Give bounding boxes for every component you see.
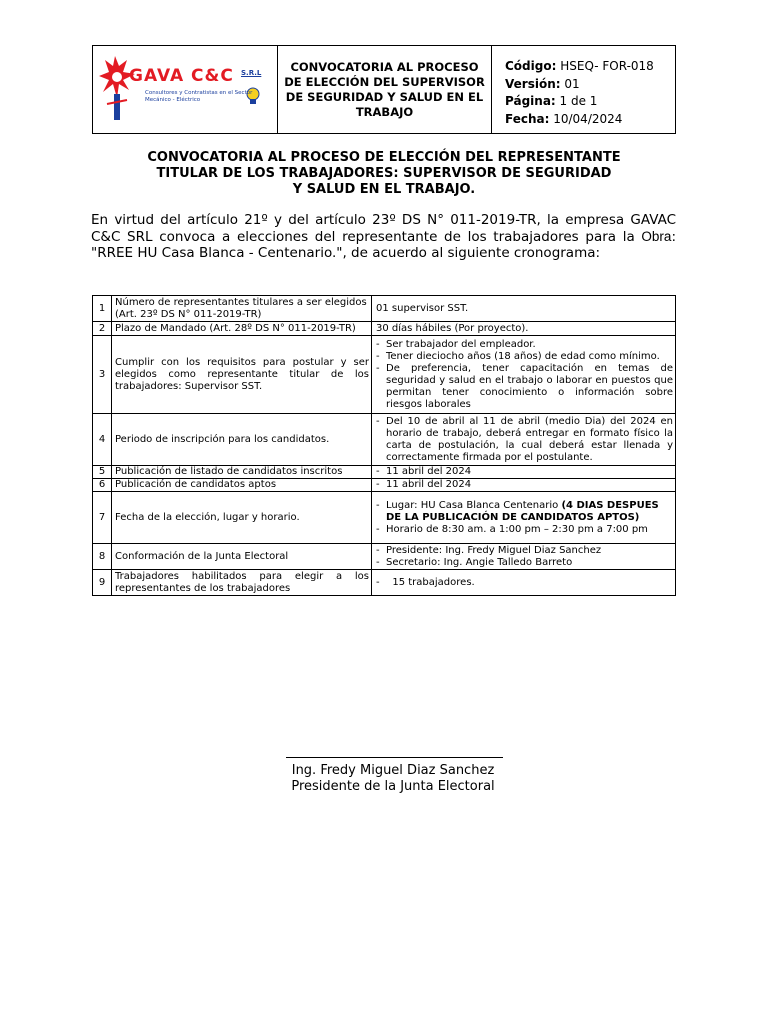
list-item: - Ser trabajador del empleador. (376, 339, 673, 351)
table-row (93, 336, 676, 414)
row-item: Publicación de listado de candidatos inscritos (112, 466, 372, 479)
list-item-text: Secretario: Ing. Angie Talledo Barreto (386, 556, 573, 568)
row-number: 8 (93, 544, 112, 570)
fecha-value: 10/04/2024 (553, 111, 623, 126)
signature-line (286, 757, 503, 758)
intro-part-1: En virtud del artículo 21º y del artículo 23º DS N° 011-2019-TR, la empresa GAVAC C&C SRL convoca a elecciones del representante de los trabajadores para la (91, 212, 676, 245)
row-detail (372, 492, 676, 544)
header-title: CONVOCATORIA AL PROCESO DE ELECCIÓN DEL SUPERVISOR DE SEGURIDAD Y SALUD EN EL TRABAJO (278, 46, 492, 133)
row-detail (372, 479, 676, 492)
list-item: - Horario de 8:30 am. a 1:00 pm – 2:30 pm a 7:00 pm (376, 524, 673, 536)
row-number: 9 (93, 570, 112, 596)
title-line-1: CONVOCATORIA AL PROCESO DE ELECCIÓN DEL REPRESENTANTE (147, 150, 621, 165)
intro-part-2: : "RREE HU Casa Blanca - Centenario.", de acuerdo al siguiente cronograma: (91, 228, 676, 261)
pagina-row (505, 93, 675, 111)
list-item: - De preferencia, tener capacitación en temas de seguridad y salud en el trabajo o laborar en puestos que permitan tener conocimiento o información sobre riesgos laborales (376, 362, 673, 410)
list-item-text: 11 abril del 2024 (386, 466, 472, 477)
title-line-2: TITULAR DE LOS TRABAJADORES: SUPERVISOR DE SEGURIDAD (156, 166, 612, 181)
logo-name: GAVA C&C (129, 66, 234, 86)
signature-block (258, 763, 528, 795)
row-detail (372, 414, 676, 466)
row-item: Periodo de inscripción para los candidatos. (112, 414, 372, 466)
row-item: Conformación de la Junta Electoral (112, 544, 372, 570)
row-number: 2 (93, 322, 112, 336)
codigo-value: HSEQ- FOR-018 (560, 59, 654, 73)
pagina-label: Página: (505, 94, 556, 108)
document-header (92, 45, 676, 134)
row-detail-text: 01 supervisor SST. (376, 302, 469, 314)
row-number: 5 (93, 466, 112, 479)
table-row (93, 544, 676, 570)
table-row (93, 296, 676, 322)
row-detail (372, 544, 676, 570)
fecha-label: Fecha: (505, 111, 550, 126)
logo-subtitle-line2: Mecánico - Eléctrico (145, 97, 201, 103)
row-detail (372, 296, 676, 322)
logo-subtitle-line1: Consultores y Contratistas en el Sector (145, 90, 253, 96)
list-item: - Secretario: Ing. Angie Talledo Barreto (376, 557, 673, 569)
row-number: 7 (93, 492, 112, 544)
pagina-value: 1 de 1 (559, 94, 598, 108)
signature-name: Ing. Fredy Miguel Diaz Sanchez (291, 763, 495, 778)
table-row (93, 322, 676, 336)
logo-emblem-icon (97, 54, 137, 124)
list-item: - Del 10 de abril al 11 de abril (medio Dia) del 2024 en horario de trabajo, deberá entregar en formato físico la carta de postulación, la cual deberá estar llenada y correctamente firmada por el postulante. (376, 415, 673, 463)
row-item: Número de representantes titulares a ser elegidos (Art. 23º DS N° 011-2019-TR) (112, 296, 372, 322)
table-row (93, 414, 676, 466)
intro-obra: Obra (641, 228, 672, 244)
row-number: 3 (93, 336, 112, 414)
intro-paragraph (91, 212, 676, 262)
list-item: - 11 abril del 2024 (376, 466, 673, 478)
document-title (92, 150, 676, 198)
title-line-3: Y SALUD EN EL TRABAJO. (292, 182, 476, 197)
logo-srl: S.R.L (241, 69, 262, 77)
signature-role: Presidente de la Junta Electoral (291, 779, 495, 794)
row-detail (372, 336, 676, 414)
version-label: Versión: (505, 76, 561, 91)
list-item: - Tener dieciocho años (18 años) de edad como mínimo. (376, 351, 673, 363)
list-item-text: 15 trabajadores. (386, 576, 475, 588)
version-value: 01 (564, 76, 580, 91)
codigo-label: Código: (505, 59, 557, 73)
table-row (93, 479, 676, 492)
row-number: 6 (93, 479, 112, 492)
fecha-row (505, 111, 675, 129)
table-row (93, 466, 676, 479)
list-item: - Presidente: Ing. Fredy Miguel Diaz Sanchez (376, 545, 673, 557)
company-logo (93, 46, 278, 133)
list-item-text: Del 10 de abril al 11 de abril (medio Dia) del 2024 en horario de trabajo, deberá entregar en formato físico la carta de postulación, la cual deberá estar llenada y correctamente firmada por el postulante. (386, 415, 673, 463)
list-item-text: 11 abril del 2024 (386, 479, 472, 490)
row-detail (372, 570, 676, 596)
list-item-text: Horario de 8:30 am. a 1:00 pm – 2:30 pm a 7:00 pm (386, 523, 648, 535)
row-item: Cumplir con los requisitos para postular y ser elegidos como representante titular de los trabajadores: Supervisor SST. (112, 336, 372, 414)
table-row (93, 570, 676, 596)
row-number: 1 (93, 296, 112, 322)
schedule-table (92, 295, 676, 596)
list-item: - 11 abril del 2024 (376, 479, 673, 491)
list-item-text: De preferencia, tener capacitación en temas de seguridad y salud en el trabajo o laborar en puestos que permitan tener conocimiento o información sobre riesgos laborales (386, 362, 673, 410)
lugar-note: (4 DIAS DESPUES DE LA PUBLICACIÓN DE CANDIDATOS APTOS) (386, 499, 659, 523)
codigo-row (505, 58, 675, 76)
logo-subtitle (145, 90, 252, 104)
list-item: - 15 trabajadores. (376, 577, 673, 589)
row-item: Plazo de Mandado (Art. 28º DS N° 011-2019-TR) (112, 322, 372, 336)
list-item-text: Presidente: Ing. Fredy Miguel Diaz Sanchez (386, 544, 602, 556)
row-detail-text: 30 días hábiles (Por proyecto). (376, 322, 529, 334)
document-control-info (492, 46, 675, 133)
row-item: Trabajadores habilitados para elegir a los representantes de los trabajadores (112, 570, 372, 596)
row-detail (372, 466, 676, 479)
list-item-text: Tener dieciocho años (18 años) de edad como mínimo. (386, 350, 660, 362)
version-row (505, 76, 675, 94)
row-item: Publicación de candidatos aptos (112, 479, 372, 492)
lugar-text: Lugar: HU Casa Blanca Centenario (386, 499, 562, 511)
row-detail (372, 322, 676, 336)
list-item-text: Ser trabajador del empleador. (386, 338, 536, 350)
table-row (93, 492, 676, 544)
row-item: Fecha de la elección, lugar y horario. (112, 492, 372, 544)
row-number: 4 (93, 414, 112, 466)
list-item: - Lugar: HU Casa Blanca Centenario (4 DIAS DESPUES DE LA PUBLICACIÓN DE CANDIDATOS APTOS) (376, 499, 659, 523)
